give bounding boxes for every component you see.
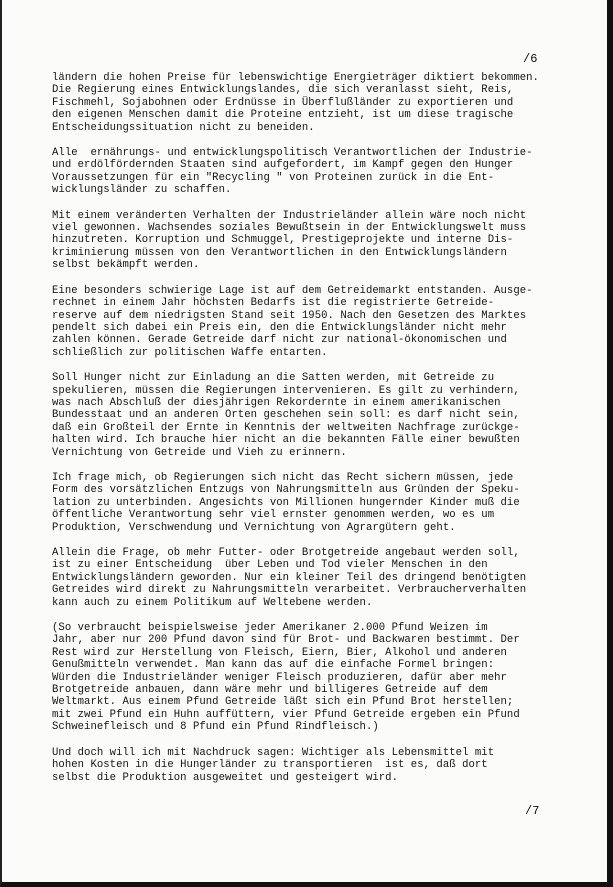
paragraph bbox=[52, 72, 587, 134]
text-line: kriminierung müssen von den Verantwortlichen in den Entwicklungsländern bbox=[52, 246, 507, 259]
text-line: ist zu einer Entscheidung über Leben und Tod vieler Menschen in den bbox=[52, 559, 488, 572]
text-line: Entscheidungssituation nicht zu beneiden. bbox=[52, 121, 315, 134]
text-line: Mit einem veränderten Verhalten der Industrieländer allein wäre noch nicht bbox=[52, 209, 527, 222]
text-line: selbst bekämpft werden. bbox=[52, 259, 200, 272]
text-line: Entwicklungsländern geworden. Nur ein kleiner Teil des dringend benötigten bbox=[52, 571, 527, 584]
text-line: Produktion, Verschwendung und Vernichtung von Agrargütern geht. bbox=[52, 521, 456, 534]
text-line: Weltmarkt. Aus einem Pfund Getreide läßt sich ein Pfund Brot herstellen; bbox=[52, 696, 514, 709]
text-line: und erdölfördernden Staaten sind aufgefordert, im Kampf gegen den Hunger bbox=[52, 159, 514, 172]
text-line: mit zwei Pfund ein Huhn auffüttern, vier Pfund Getreide ergeben ein Pfund bbox=[52, 708, 520, 721]
text-line: hohen Kosten in die Hungerländer zu transportieren ist es, daß dort bbox=[52, 759, 488, 772]
text-line: selbst die Produktion ausgeweitet und gesteigert wird. bbox=[52, 771, 398, 784]
text-line: Eine besonders schwierige Lage ist auf dem Getreidemarkt entstanden. Ausge- bbox=[52, 284, 533, 297]
paragraph bbox=[52, 622, 587, 734]
text-line: Und doch will ich mit Nachdruck sagen: Wichtiger als Lebensmittel mit bbox=[52, 746, 495, 759]
text-line: wicklungsländer zu schaffen. bbox=[52, 184, 232, 197]
text-line: öffentliche Verantwortung sehr viel ernster genommen werden, wo es um bbox=[52, 509, 495, 522]
text-line: Brotgetreide anbauen, dann wäre mehr und billigeres Getreide auf dem bbox=[52, 684, 488, 697]
text-line: Getreides wird direkt zu Nahrungsmitteln verarbeitet. Verbraucherverhalten bbox=[52, 584, 527, 597]
paragraph bbox=[52, 472, 587, 534]
text-line: (So verbraucht beispielsweise jeder Amerikaner 2.000 Pfund Weizen im bbox=[52, 622, 488, 635]
text-line: schließlich zur politischen Waffe entarten. bbox=[52, 346, 328, 359]
page-number-top: /6 bbox=[523, 52, 538, 66]
paragraph bbox=[52, 210, 587, 272]
text-line: Genußmitteln verwendet. Man kann das auf die einfache Formel bringen: bbox=[52, 659, 495, 672]
page-number-bottom: /7 bbox=[525, 804, 540, 818]
text-line: Würden die Industrieländer weniger Fleisch produzieren, dafür aber mehr bbox=[52, 671, 507, 684]
text-line: reserve auf dem niedrigsten Stand seit 1950. Nach den Gesetzen des Marktes bbox=[52, 309, 527, 322]
text-line: Schweinefleisch und 8 Pfund ein Pfund Rindfleisch.) bbox=[52, 721, 379, 734]
text-line: halten wird. Ich brauche hier nicht an die bekannten Fälle einer bewußten bbox=[52, 434, 520, 447]
text-line: pendelt sich dabei ein Preis ein, den die Entwicklungsländer nicht mehr bbox=[52, 321, 507, 334]
text-line: Voraussetzungen für ein "Recycling " von Proteinen zurück in die Ent- bbox=[52, 171, 495, 184]
paragraph bbox=[52, 747, 587, 784]
text-line: hinzutreten. Korruption und Schmuggel, Prestigeprojekte und interne Dis- bbox=[52, 234, 514, 247]
paragraph bbox=[52, 372, 587, 459]
text-line: Soll Hunger nicht zur Einladung an die Satten werden, mit Getreide zu bbox=[52, 372, 495, 385]
text-line: rechnet in einem Jahr höchsten Bedarfs ist die registrierte Getreide- bbox=[52, 297, 495, 310]
text-line: kann auch zu einem Politikum auf Weltebene werden. bbox=[52, 596, 373, 609]
text-line: Ich frage mich, ob Regierungen sich nicht das Recht sichern müssen, jede bbox=[52, 471, 514, 484]
paragraph bbox=[52, 147, 587, 197]
text-line: Fischmehl, Sojabohnen oder Erdnüsse in Überflußländer zu exportieren und bbox=[52, 96, 514, 109]
text-line: Rest wird zur Herstellung von Fleisch, Eiern, Bier, Alkohol und anderen bbox=[52, 646, 507, 659]
text-line: viel gewonnen. Wachsendes soziales Bewußtsein in der Entwicklungswelt muss bbox=[52, 222, 527, 235]
text-line: was nach Abschluß der diesjährigen Rekordernte in einem amerikanischen bbox=[52, 396, 501, 409]
text-line: Allein die Frage, ob mehr Futter- oder Brotgetreide angebaut werden soll, bbox=[52, 547, 520, 559]
text-line: den eigenen Menschen damit die Proteine entzieht, ist um diese tragische bbox=[52, 109, 514, 122]
text-line: Jahr, aber nur 200 Pfund davon sind für Brot- und Backwaren bestimmt. Der bbox=[52, 634, 520, 647]
text-line: Vernichtung von Getreide und Vieh zu erinnern. bbox=[52, 446, 347, 459]
text-line: Die Regierung eines Entwicklungslandes, die sich veranlasst sieht, Reis, bbox=[52, 84, 514, 97]
text-line: Form des vorsätzlichen Entzugs von Nahrungsmitteln aus Gründen der Speku- bbox=[52, 484, 520, 497]
paragraph bbox=[52, 285, 587, 359]
text-line: Alle ernährungs- und entwicklungspolitisch Verantwortlichen der Industrie- bbox=[52, 147, 533, 160]
text-line: zahlen können. Gerade Getreide darf nicht zur national-ökonomischen und bbox=[52, 334, 507, 347]
document-body bbox=[52, 72, 587, 797]
text-line: spekulieren, müssen die Regierungen intervenieren. Es gilt zu verhindern, bbox=[52, 384, 520, 397]
text-line: daß ein Großteil der Ernte in Kenntnis der weltweiten Nachfrage zurückge- bbox=[52, 421, 520, 434]
paragraph bbox=[52, 547, 587, 609]
text-line: Bundesstaat und an anderen Orten geschehen sein soll: es darf nicht sein, bbox=[52, 409, 520, 422]
text-line: ländern die hohen Preise für lebenswichtige Energieträger diktiert bekommen. bbox=[52, 72, 539, 84]
text-line: lation zu unterbinden. Angesichts von Millionen hungernder Kinder muß die bbox=[52, 496, 520, 509]
